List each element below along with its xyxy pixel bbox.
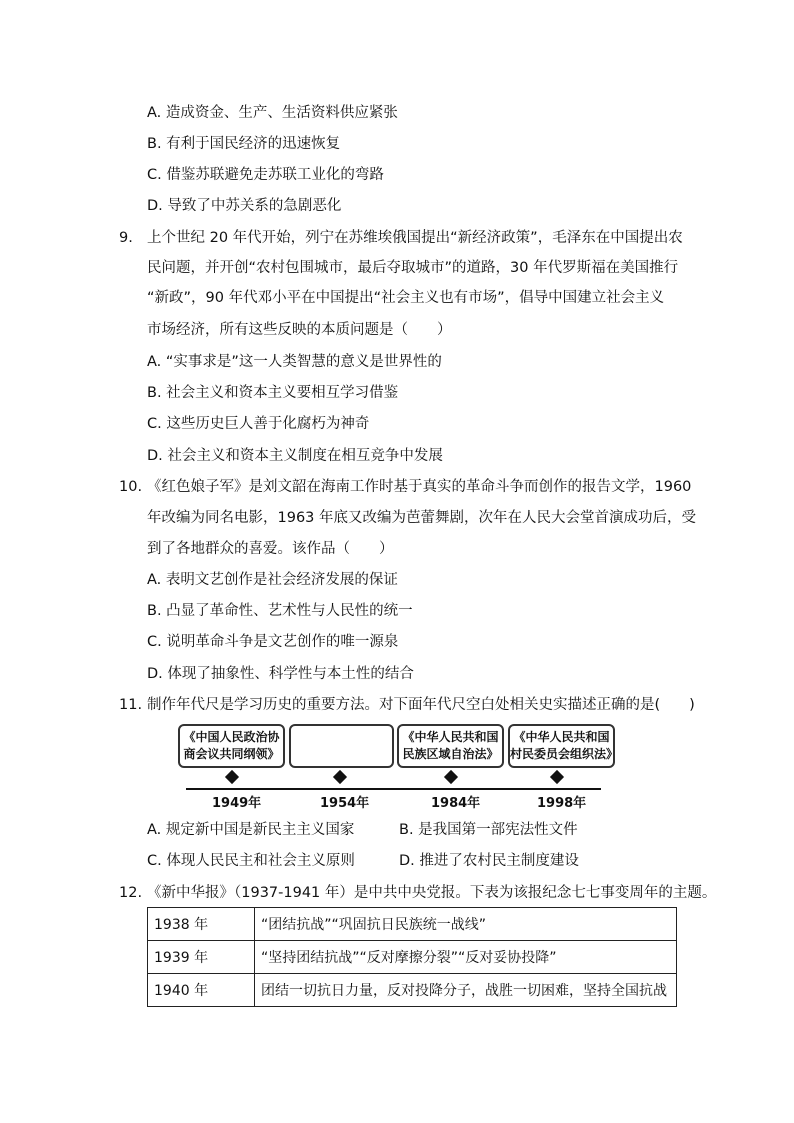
q10-option-c: C. 说明革命斗争是文艺创作的唯一源泉 (147, 634, 399, 650)
table-cell-year: 1939 年 (148, 941, 255, 974)
timeline-axis (186, 788, 601, 790)
timeline-year-1984: 1984年 (431, 796, 481, 811)
q8-option-d: D. 导致了中苏关系的急剧恶化 (147, 198, 342, 214)
timeline-box-1949-line-2: 商会议共同纲领》 (183, 747, 280, 761)
timeline-box-1949-line-1: 《中国人民政治协 (183, 730, 280, 744)
timeline-box-1984 (397, 724, 504, 768)
table-cell-year: 1940 年 (148, 974, 255, 1007)
q9-stem-line-3: “新政”，90 年代邓小平在中国提出“社会主义也有市场”，倡导中国建立社会主义 (147, 290, 665, 306)
timeline-year-1954: 1954年 (320, 796, 370, 811)
table-row (148, 974, 677, 1007)
q8-option-c: C. 借鉴苏联避免走苏联工业化的弯路 (147, 167, 384, 183)
q11-number: 11. (119, 697, 143, 713)
q9-stem-line-4: 市场经济，所有这些反映的本质问题是（ ） (147, 322, 452, 338)
timeline-box-1954-blank (289, 724, 394, 768)
q9-option-b: B. 社会主义和资本主义要相互学习借鉴 (147, 385, 399, 401)
q11-option-d: D. 推进了农村民主制度建设 (399, 853, 579, 869)
table-cell-theme: 团结一切抗日力量，反对投降分子，战胜一切困难，坚持全国抗战 (255, 974, 677, 1007)
q10-stem-line-1: 《红色娘子军》是刘文韶在海南工作时基于真实的革命斗争而创作的报告文学，1960 (147, 479, 692, 495)
q12-number: 12. (119, 885, 143, 901)
q9-stem-line-2: 民问题，并开创“农村包围城市，最后夺取城市”的道路，30 年代罗斯福在美国推行 (147, 260, 679, 276)
q12-table (147, 907, 677, 1007)
timeline-year-1949: 1949年 (212, 796, 262, 811)
q9-option-a: A. “实事求是”这一人类智慧的意义是世界性的 (147, 354, 442, 370)
table-row (148, 908, 677, 941)
q10-stem-line-2: 年改编为同名电影，1963 年底又改编为芭蕾舞剧，次年在人民大会堂首演成功后，受 (147, 510, 697, 526)
timeline-box-1984-line-2: 民族区域自治法》 (402, 747, 499, 761)
timeline-marker-1954 (333, 770, 347, 784)
timeline-box-1984-line-1: 《中华人民共和国 (402, 730, 499, 744)
q10-number: 10. (119, 479, 143, 495)
q8-option-a: A. 造成资金、生产、生活资料供应紧张 (147, 105, 398, 121)
table-cell-year: 1938 年 (148, 908, 255, 941)
q10-option-b: B. 凸显了革命性、艺术性与人民性的统一 (147, 603, 413, 619)
q12-stem: 《新中华报》（1937-1941 年）是中共中央党报。下表为该报纪念七七事变周年的主题。 (147, 885, 717, 901)
q11-option-a: A. 规定新中国是新民主主义国家 (147, 822, 355, 838)
q8-option-b: B. 有利于国民经济的迅速恢复 (147, 136, 341, 152)
timeline-year-1998: 1998年 (537, 796, 587, 811)
timeline-box-1998 (508, 724, 619, 768)
q11-option-c: C. 体现人民民主和社会主义原则 (147, 853, 355, 869)
table-cell-theme: “坚持团结抗战”“反对摩擦分裂”“反对妥协投降” (255, 941, 677, 974)
timeline-box-1998-line-1: 《中华人民共和国 (513, 730, 610, 744)
timeline-marker-1998 (550, 770, 564, 784)
timeline-marker-1949 (225, 770, 239, 784)
q9-number: 9. (119, 230, 133, 246)
table-row (148, 941, 677, 974)
q9-option-d: D. 社会主义和资本主义制度在相互竞争中发展 (147, 448, 443, 464)
q9-stem-line-1: 上个世纪 20 年代开始，列宁在苏维埃俄国提出“新经济政策”，毛泽东在中国提出农 (147, 230, 683, 246)
q11-stem: 制作年代尺是学习历史的重要方法。对下面年代尺空白处相关史实描述正确的是( ) (147, 697, 695, 713)
timeline-box-1949 (178, 724, 285, 768)
q11-option-b: B. 是我国第一部宪法性文件 (399, 822, 578, 838)
q9-option-c: C. 这些历史巨人善于化腐朽为神奇 (147, 416, 370, 432)
table-cell-theme: “团结抗战”“巩固抗日民族统一战线” (255, 908, 677, 941)
timeline-marker-1984 (444, 770, 458, 784)
timeline-box-1998-line-2: 村民委员会组织法》 (510, 747, 619, 761)
q10-stem-line-3: 到了各地群众的喜爱。该作品（ ） (147, 541, 394, 557)
q10-option-d: D. 体现了抽象性、科学性与本土性的结合 (147, 666, 414, 682)
q10-option-a: A. 表明文艺创作是社会经济发展的保证 (147, 572, 398, 588)
